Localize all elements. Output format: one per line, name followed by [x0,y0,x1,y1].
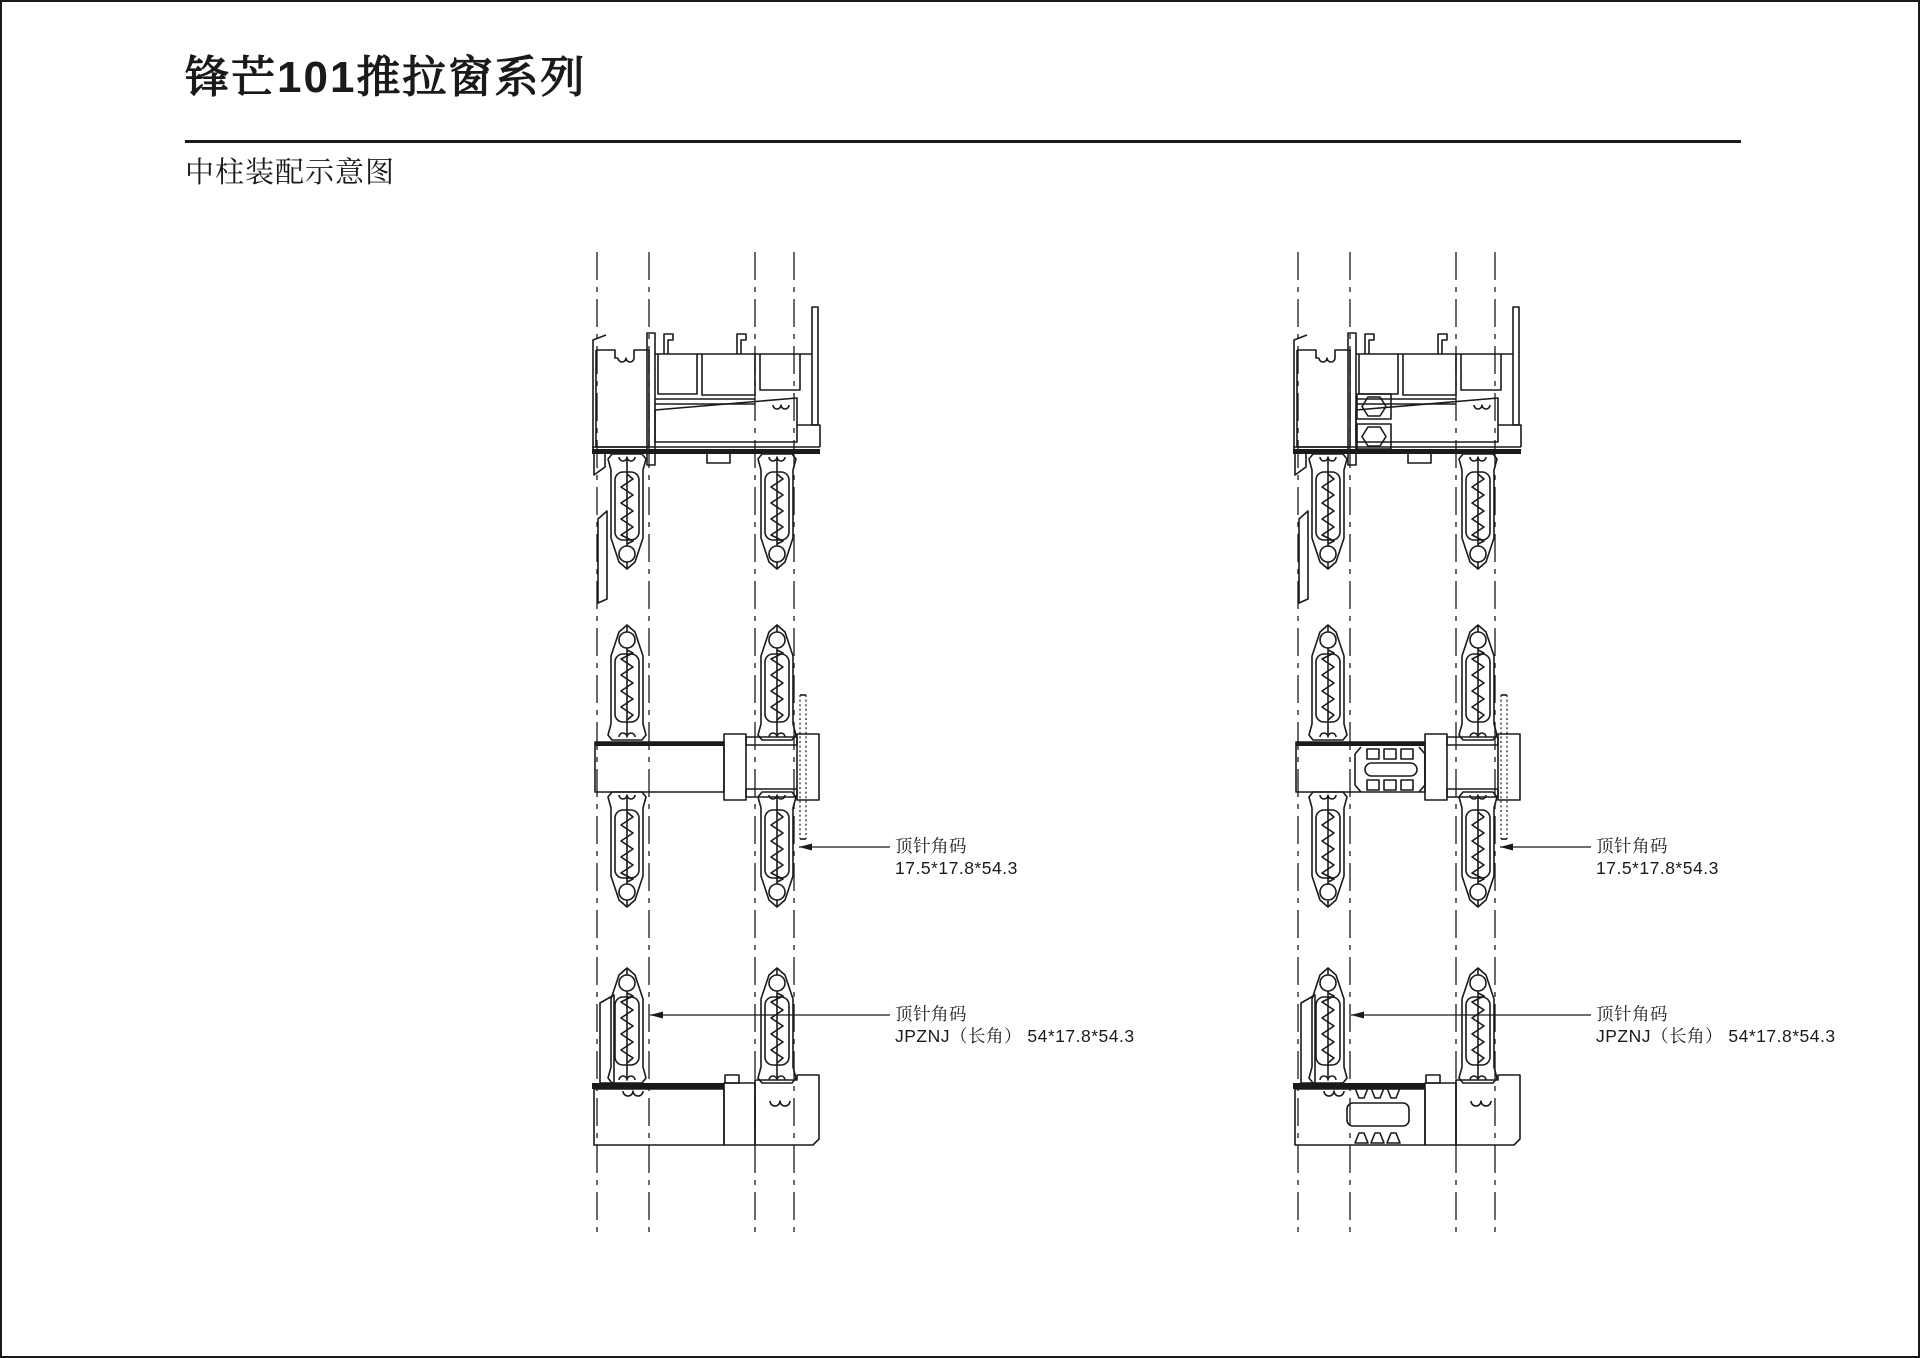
leader-pin-bracket-left [799,844,890,851]
leader-pin-bracket-right [1500,844,1591,851]
annotation-long-bracket-right [1596,1003,1836,1047]
page-title: 锋芒101推拉窗系列 [185,53,587,102]
annotation-spec: 17.5*17.8*54.3 [895,858,1018,878]
annotation-label: 顶针角码 [1596,836,1668,856]
leader-long-bracket-left [650,1012,890,1019]
annotation-label: 顶针角码 [895,836,967,856]
assembly-view-left [592,252,820,1238]
annotation-pin-bracket-left [895,835,1018,879]
annotation-spec: JPZNJ（长角） 54*17.8*54.3 [895,1026,1135,1046]
leader-long-bracket-right [1351,1012,1591,1019]
assembly-diagram [2,2,1920,1358]
annotation-label: 顶针角码 [895,1004,967,1024]
annotation-pin-bracket-right [1596,835,1719,879]
annotation-spec: JPZNJ（长角） 54*17.8*54.3 [1596,1026,1836,1046]
section-title: 中柱装配示意图 [185,157,396,189]
annotation-label: 顶针角码 [1596,1004,1668,1024]
annotation-long-bracket-left [895,1003,1135,1047]
annotation-spec: 17.5*17.8*54.3 [1596,858,1719,878]
assembly-view-right [1293,252,1521,1238]
